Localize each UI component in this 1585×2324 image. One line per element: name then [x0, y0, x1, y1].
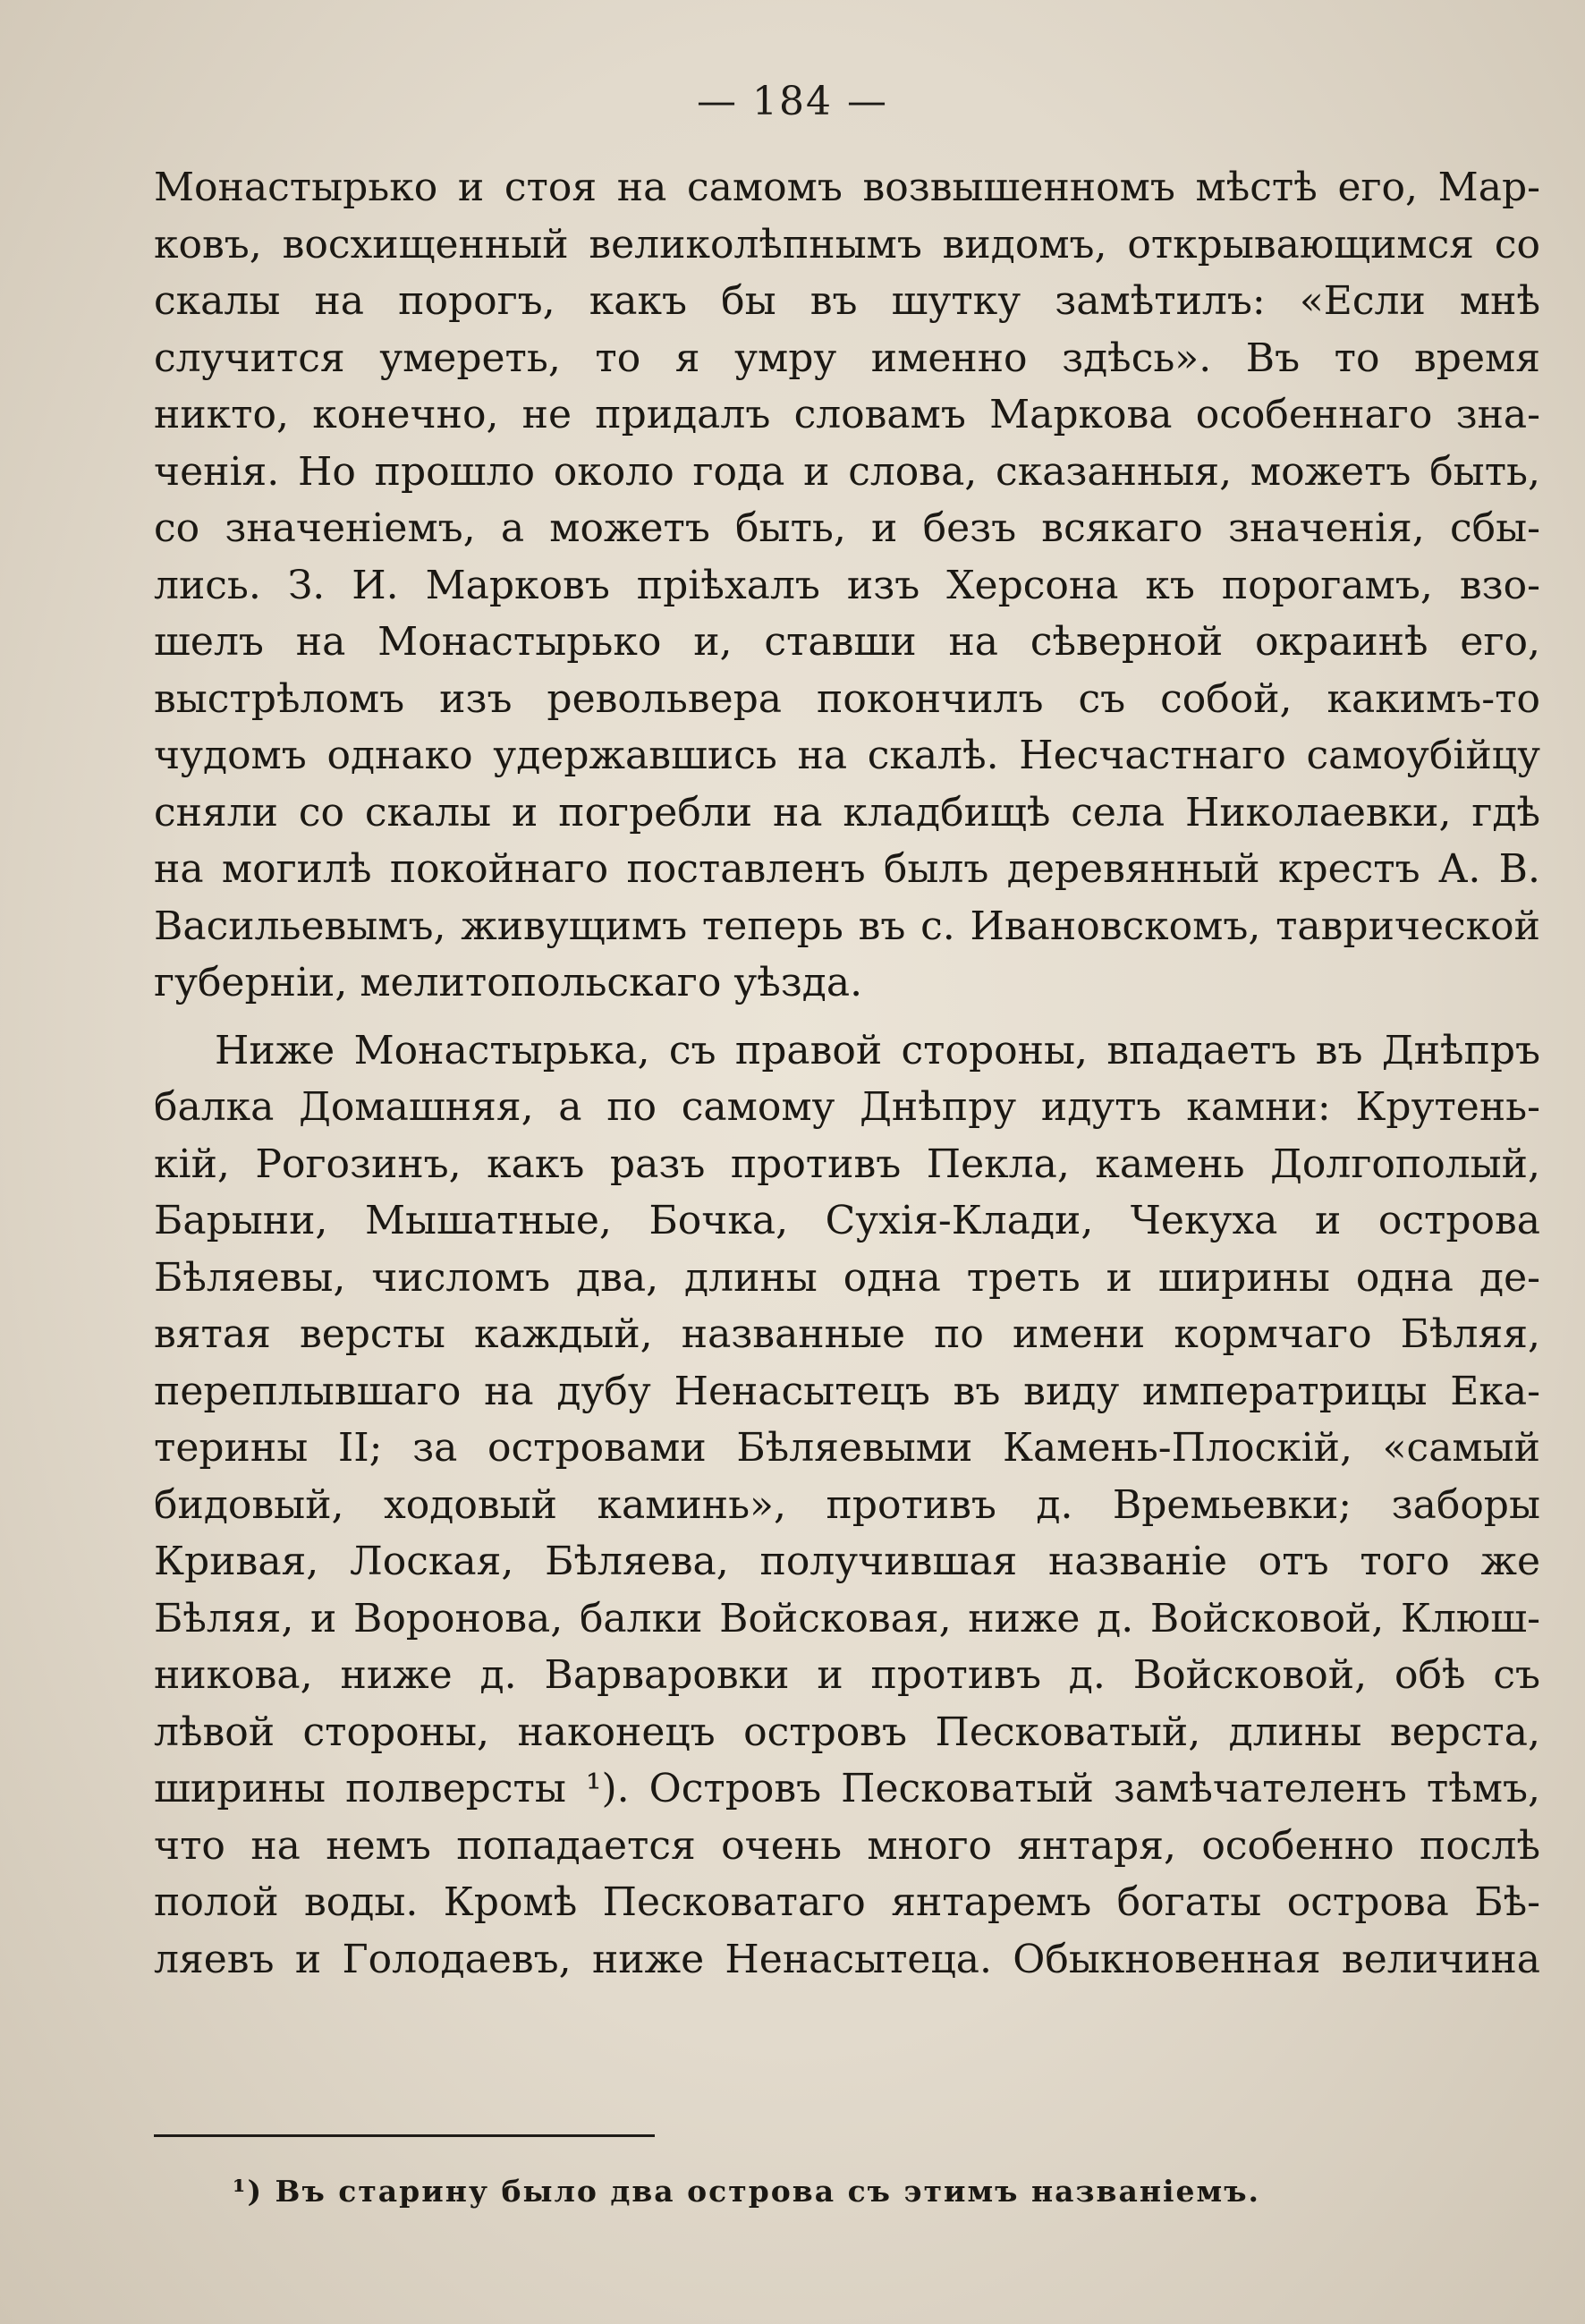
text-line: ляевъ и Голодаевъ, ниже Ненасытеца. Обыкновенная величина [154, 1936, 1540, 1982]
page-number: — 184 — [697, 79, 888, 124]
text-line: никто, конечно, не придалъ словамъ Маркова особеннаго зна- [154, 392, 1540, 437]
text-line: ковъ, восхищенный великолѣпнымъ видомъ, открывающимся со [154, 221, 1540, 267]
text-line: случится умереть, то я умру именно здѣсь». Въ то время [154, 335, 1540, 381]
text-line: что на немъ попадается очень много янтаря, особенно послѣ [154, 1822, 1540, 1869]
text-line: ширины полверсты ¹). Островъ Песковатый замѣчателенъ тѣмъ, [154, 1766, 1540, 1811]
footnote: ¹) Въ старину было два острова съ этимъ названіемъ. [233, 2174, 1261, 2209]
text-line: вятая версты каждый, названные по имени кормчаго Бѣляя, [154, 1311, 1540, 1357]
text-line: скалы на порогъ, какъ бы въ шутку замѣтилъ: «Если мнѣ [154, 278, 1540, 324]
text-line: Бѣляя, и Воронова, балки Войсковая, ниже д. Войсковой, Клюш- [154, 1595, 1540, 1641]
text-line: со значеніемъ, а можетъ быть, и безъ всякаго значенія, сбы- [154, 505, 1540, 551]
text-line: никова, ниже д. Варваровки и противъ д. Войсковой, обѣ съ [154, 1652, 1540, 1698]
text-line: ченія. Но прошло около года и слова, сказанныя, можетъ быть, [154, 448, 1540, 495]
paragraph-1 [154, 159, 1540, 1012]
footnote-divider [154, 2134, 655, 2137]
paragraph-2 [154, 1022, 1540, 1989]
text-line: шелъ на Монастырько и, ставши на сѣверной окраинѣ его, [154, 619, 1540, 665]
text-line: терины II; за островами Бѣляевыми Камень-Плоскій, «самый [154, 1425, 1540, 1471]
text-line: полой воды. Кромѣ Песковатаго янтаремъ богаты острова Бѣ- [154, 1879, 1540, 1925]
text-line: лись. З. И. Марковъ пріѣхалъ изъ Херсона къ порогамъ, взо- [154, 562, 1540, 608]
text-line: Монастырько и стоя на самомъ возвышенномъ мѣстѣ его, Мар- [154, 165, 1540, 210]
text-line: переплывшаго на дубу Ненасытецъ въ виду императрицы Ека- [154, 1368, 1540, 1414]
text-line: Кривая, Лоская, Бѣляева, получившая названіе отъ того же [154, 1539, 1540, 1584]
text-line: Васильевымъ, живущимъ теперь въ с. Ивановскомъ, таврической [154, 903, 1540, 949]
paragraph-spacer [154, 1012, 1540, 1022]
text-line: балка Домашняя, а по самому Днѣпру идутъ камни: Крутень- [154, 1084, 1540, 1130]
text-line: губерніи, мелитопольскаго уѣзда. [154, 960, 863, 1005]
text-line: Барыни, Мышатные, Бочка, Сухія-Клади, Чекуха и острова [154, 1198, 1540, 1243]
text-line: кій, Рогозинъ, какъ разъ противъ Пекла, камень Долгополый, [154, 1141, 1540, 1187]
text-line: чудомъ однако удержавшись на скалѣ. Несчастнаго самоубійцу [154, 733, 1540, 778]
text-line: бидовый, ходовый каминь», противъ д. Времьевки; заборы [154, 1481, 1540, 1528]
text-line: лѣвой стороны, наконецъ островъ Песковатый, длины верста, [154, 1709, 1540, 1755]
body-text [154, 159, 1540, 1988]
text-line: на могилѣ покойнаго поставленъ былъ деревянный крестъ А. В. [154, 846, 1540, 892]
text-line: сняли со скалы и погребли на кладбищѣ села Николаевки, гдѣ [154, 789, 1540, 835]
text-line: Бѣляевы, числомъ два, длины одна треть и ширины одна де- [154, 1254, 1540, 1301]
text-line: выстрѣломъ изъ револьвера покончилъ съ собой, какимъ-то [154, 675, 1540, 722]
text-line: Ниже Монастырька, съ правой стороны, впадаетъ въ Днѣпръ [215, 1027, 1540, 1073]
